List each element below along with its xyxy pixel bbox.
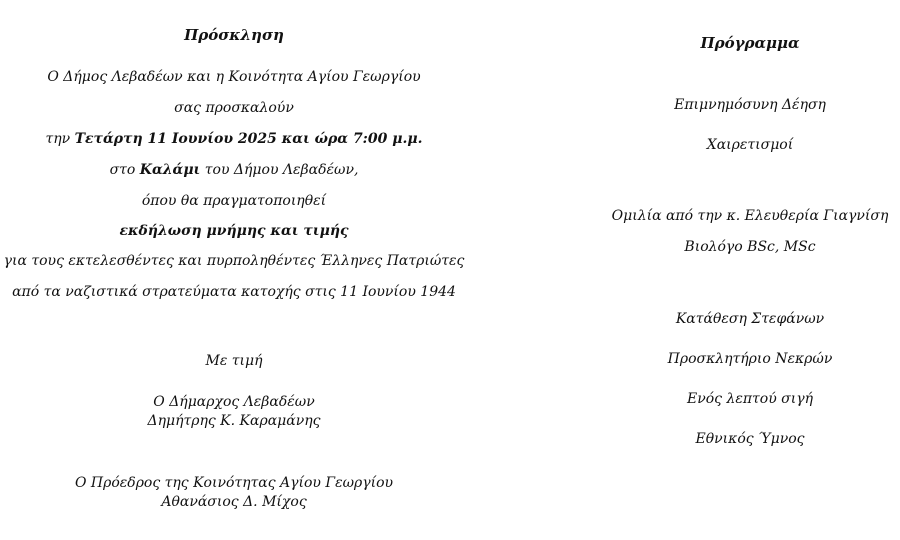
president-title: Ο Πρόεδρος της Κοινότητας Αγίου Γεωργίου bbox=[74, 475, 394, 491]
program-item: Βιολόγο BSc, MSc bbox=[684, 239, 816, 255]
program-item: Προσκλητήριο Νεκρών bbox=[667, 351, 833, 367]
closing-text: Με τιμή bbox=[205, 353, 263, 369]
event-name: εκδήλωση μνήμης και τιμής bbox=[119, 223, 349, 239]
program-item: Ομιλία από την κ. Ελευθερία Γιαγνίση bbox=[611, 208, 889, 224]
program-item: Επιμνημόσυνη Δέηση bbox=[674, 97, 826, 113]
president-name: Αθανάσιος Δ. Μίχος bbox=[161, 494, 307, 510]
place-line bbox=[0, 161, 468, 179]
place-name: Καλάμι bbox=[139, 162, 201, 178]
program-title: Πρόγραμμα bbox=[700, 34, 800, 52]
mayor-title: Ο Δήμαρχος Λεβαδέων bbox=[153, 394, 315, 410]
program-item: Χαιρετισμοί bbox=[706, 137, 794, 153]
place-prefix: στο bbox=[109, 162, 140, 178]
invite-verb-line: σας προσκαλούν bbox=[174, 100, 294, 116]
event-intro-line: όπου θα πραγματοποιηθεί bbox=[141, 193, 327, 209]
date-prefix: την bbox=[45, 131, 75, 147]
program-item: Ενός λεπτού σιγή bbox=[687, 391, 813, 407]
honorees-line: για τους εκτελεσθέντες και πυρποληθέντες Έλληνες Πατριώτες bbox=[3, 253, 465, 269]
hosts-line: Ο Δήμος Λεβαδέων και η Κοινότητα Αγίου Γεωργίου bbox=[47, 69, 421, 85]
occupation-line: από τα ναζιστικά στρατεύματα κατοχής στις 11 Ιουνίου 1944 bbox=[12, 284, 456, 300]
program-item: Εθνικός Ύμνος bbox=[695, 431, 805, 447]
mayor-name: Δημήτρης Κ. Καραμάνης bbox=[147, 413, 321, 429]
date-time: Τετάρτη 11 Ιουνίου 2025 και ώρα 7:00 μ.μ. bbox=[74, 131, 423, 147]
place-suffix: του Δήμου Λεβαδέων, bbox=[200, 162, 359, 178]
date-line bbox=[0, 130, 468, 148]
invitation-title: Πρόσκληση bbox=[184, 26, 284, 44]
program-item: Κατάθεση Στεφάνων bbox=[675, 311, 825, 327]
event-line bbox=[0, 222, 468, 240]
